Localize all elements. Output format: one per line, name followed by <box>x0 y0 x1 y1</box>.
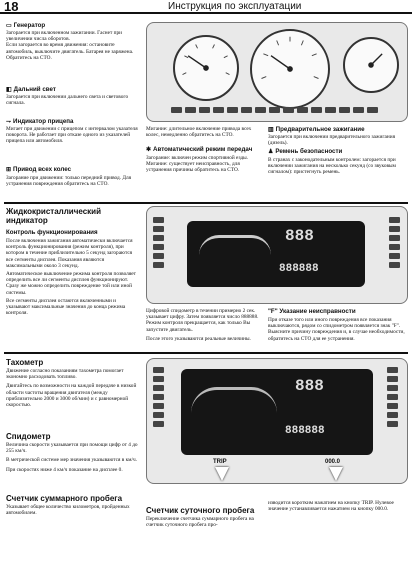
total-odometer-text: Указывает общее количество километров, пройденных автомобилем. <box>6 504 130 517</box>
auto-mode-text: Загорание: включен режим спортивной езды. Мигание: существует неисправность, для устранения причины обратитесь на СТО. <box>146 155 249 174</box>
belt-text: В странах с законодательным контролем: загорается при включении зажигания на несколько секунд (со звуковым сигналом): пристегнуть ремень. <box>268 157 396 176</box>
speedo-text: Величина скорости указывается при помощи цифр от 4 до 255 км/ч. В метрической системе мер значения указываются в км/ч. При скоростях ниже 4 км/ч показание на дисплее 0. <box>6 442 138 473</box>
auto-mode-heading: ✱ Автоматический режим передач <box>146 146 253 153</box>
awd-blink-text: Мигание: длительное включение привода всех колес, немедленно обратитесь на СТО. <box>146 126 252 139</box>
speedometer-dial <box>250 29 330 109</box>
lcd-speed-digits: 888 <box>285 227 314 245</box>
generator-heading: ▭ Генератор <box>6 22 46 29</box>
awd-heading: ⊞ Привод всех колес <box>6 166 72 173</box>
tachometer-dial <box>173 35 239 101</box>
analog-cluster <box>146 22 408 122</box>
awd-text: Загорание при движении: только передний привод. Для устранения повреждения обратитесь на СТО. <box>6 175 132 188</box>
high-beam-heading: ◧ Дальний свет <box>6 86 56 93</box>
left-lamps <box>153 367 164 427</box>
preheat-text: Загорается при включении предварительного зажигания (дизель). <box>268 134 396 147</box>
tacho-arc <box>191 387 277 413</box>
lcd-section-title: Жидкокристаллический индикатор <box>6 207 101 225</box>
digital-speedo-test-text: Цифровой спидометр в течении примерно 2 сек. указывает цифру. Затем появляется число 888888. Режим контроля прекращается, как только Вы запустите двигатель. После этого указываются реальные величины. <box>146 308 259 342</box>
generator-text: Загорается при включенном зажигании. Гаснет при увеличении числа оборотов. Если загорается во время движения: остановите автомобиль, выключите двигатель. Батарея не заряжена. Обратитесь на СТО. <box>6 30 134 61</box>
tacho-segment-arc <box>199 235 271 255</box>
glow-plug-icon: ▥ <box>268 127 274 133</box>
belt-heading: ♟ Ремень безопасности <box>268 148 343 155</box>
lcd-subtitle: Контроль функционирования <box>6 229 98 236</box>
trip-title: Счетчик суточного пробега <box>146 506 255 515</box>
right-lamp-column <box>389 217 400 268</box>
lcd-display-running <box>181 369 373 455</box>
trip-text: Переключение счетчика суммарного пробега на счетчик суточного пробега про- <box>146 516 254 529</box>
page-header <box>0 0 412 14</box>
section-divider-2 <box>4 352 408 354</box>
fuel-temp-dial <box>343 37 399 93</box>
lcd-display <box>187 221 365 287</box>
seatbelt-icon: ♟ <box>268 149 274 155</box>
page-number: 18 <box>4 0 19 14</box>
warning-lamps-row <box>171 107 378 113</box>
page-title: Инструкция по эксплуатации <box>168 1 302 12</box>
trailer-heading: ⇁ Индикатор прицепа <box>6 118 74 125</box>
fault-heading: "F" Указание неисправности <box>268 308 356 315</box>
section-divider <box>4 202 408 204</box>
fault-text: При отказе того или иного повреждения все показания выключаются, рядом со спидометром появляется знак "F". Выясните причину повреждения и, в случае необходимости, обратитесь на СТО для ее устранения. <box>268 317 405 342</box>
tacho-text: Движение согласно показаниям тахометра помогает экономно расходовать топливо. Двигайтесь по возможности на каждой передаче в низкой области частоты вращения двигателя (между приблизительно 2000 и 3000 об/мин) и с равномерной скоростью. <box>6 368 137 409</box>
total-odometer-title: Счетчик суммарного пробега <box>6 494 123 503</box>
trip-arrow-icon <box>215 467 229 481</box>
awd-icon: ⊞ <box>6 167 12 173</box>
speedo-title: Спидометр <box>6 432 51 441</box>
digital-cluster-test <box>146 206 408 304</box>
right-lamps <box>387 367 398 427</box>
preheat-heading: ▥ Предварительное зажигание <box>268 126 365 133</box>
lcd-section-text: После включения зажигания автоматически включается контроль функционирования (режим контроля), при котором в течение приблизительно 5 секунд загораются все сегменты дисплея. Показания являются максимальными около 3 секунд. Автоматическое выключение режима контроля позволяет определить все ли сегменты дисплея функционируют. Сразу же можно определить повреждение той или иной системы. Все сегменты дисплея остаются включенными и указывают максимальные значения до конца режима контроля. <box>6 238 136 317</box>
lcd-odometer-digits: 888888 <box>279 263 319 275</box>
reset-arrow-icon <box>329 467 343 481</box>
digital-cluster <box>146 358 408 484</box>
tacho-title: Тахометр <box>6 358 44 367</box>
lcd-odometer-value: 888888 <box>285 425 325 437</box>
lcd-speed-value: 888 <box>295 377 324 395</box>
trailer-text: Мигает при движении с прицепом с интервалом указателя поворота. Не работает при отказе одного из указателей прицепа или автомобиля. <box>6 126 138 145</box>
trailer-icon: ⇁ <box>6 119 12 125</box>
trip-text-cont: изводится коротким нажатием на кнопку TRIP. Нулевое значение устанавливается нажатием на кнопку 000.0. <box>268 500 394 513</box>
reset-button-label: 000.0 <box>325 459 341 465</box>
gear-icon: ✱ <box>146 147 152 153</box>
left-lamp-column <box>153 217 164 268</box>
high-beam-text: Загорается при включении дальнего света и светового сигнала. <box>6 94 129 107</box>
battery-icon: ▭ <box>6 23 12 29</box>
trip-button-label: TRIP <box>213 459 227 465</box>
high-beam-icon: ◧ <box>6 87 12 93</box>
